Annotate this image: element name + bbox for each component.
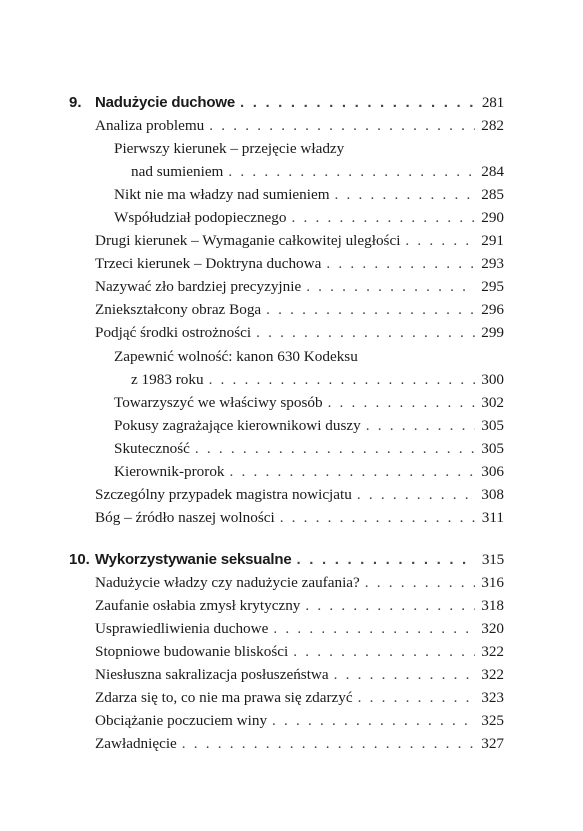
page-number: 318 [481, 597, 504, 614]
page-number: 282 [481, 117, 504, 134]
page-number: 311 [481, 509, 504, 526]
dot-leader [328, 391, 475, 414]
dot-leader [209, 114, 475, 137]
dot-leader [365, 571, 475, 594]
entry-title: Analiza problemu [95, 117, 205, 134]
page-number: 320 [481, 620, 504, 637]
page-number: 299 [481, 324, 504, 341]
entry-title: Zawładnięcie [95, 735, 177, 752]
toc-entry[interactable] [131, 368, 504, 391]
toc-entry[interactable] [95, 229, 504, 252]
entry-title: Usprawiedliwienia duchowe [95, 620, 269, 637]
page-number: 290 [481, 209, 504, 226]
page-number: 302 [481, 394, 504, 411]
dot-leader [357, 483, 475, 506]
toc-entry[interactable] [95, 298, 504, 321]
toc-entry[interactable] [95, 483, 504, 506]
entry-title: Bóg – źródło naszej wolności [95, 509, 275, 526]
entry-title: Kierownik-prorok [114, 463, 225, 480]
entry-title: Zaufanie osłabia zmysł krytyczny [95, 597, 301, 614]
entry-title: z 1983 roku [131, 371, 204, 388]
dot-leader [297, 548, 476, 571]
dot-leader [228, 160, 475, 183]
entry-title: Nadużycie władzy czy nadużycie zaufania? [95, 574, 360, 591]
entry-title: Nikt nie ma władzy nad sumieniem [114, 186, 330, 203]
chapter-number: 9. [69, 94, 82, 111]
page-number: 308 [481, 486, 504, 503]
toc-entry[interactable] [95, 732, 504, 755]
entry-title: Podjąć środki ostrożności [95, 324, 252, 341]
page-number: 305 [481, 440, 504, 457]
page-number: 284 [481, 163, 504, 180]
page-number: 300 [481, 371, 504, 388]
dot-leader [195, 437, 475, 460]
page-number: 281 [481, 94, 504, 111]
toc-entry[interactable] [95, 663, 504, 686]
toc-entry[interactable] [114, 414, 504, 437]
toc-entry[interactable] [95, 275, 504, 298]
entry-title: Obciążanie poczuciem winy [95, 712, 268, 729]
toc-entry[interactable] [95, 571, 504, 594]
page-number: 291 [481, 232, 504, 249]
dot-leader [358, 686, 475, 709]
entry-title: Trzeci kierunek – Doktryna duchowa [95, 255, 322, 272]
chapter-heading[interactable] [95, 548, 504, 571]
chapter-title: Nadużycie duchowe [95, 94, 235, 111]
dot-leader [306, 275, 475, 298]
toc-entry[interactable] [95, 114, 504, 137]
entry-title: nad sumieniem [131, 163, 224, 180]
dot-leader [240, 91, 475, 114]
dot-leader [209, 368, 475, 391]
toc-entry[interactable] [95, 594, 504, 617]
entry-title: Drugi kierunek – Wymaganie całkowitej uległości [95, 232, 401, 249]
dot-leader [293, 640, 475, 663]
entry-title: Stopniowe budowanie bliskości [95, 643, 289, 660]
dot-leader [334, 663, 475, 686]
dot-leader [405, 229, 475, 252]
toc-entry[interactable] [131, 160, 504, 183]
dot-leader [182, 732, 475, 755]
toc-entry[interactable] [95, 617, 504, 640]
entry-title: Współudział podopiecznego [114, 209, 287, 226]
toc-entry[interactable] [95, 506, 504, 529]
page-number: 322 [481, 643, 504, 660]
entry-title: Niesłuszna sakralizacja posłuszeństwa [95, 666, 329, 683]
toc-entry[interactable] [95, 321, 504, 344]
dot-leader [292, 206, 476, 229]
entry-title-line1: Zapewnić wolność: kanon 630 Kodeksu [114, 348, 358, 365]
dot-leader [273, 617, 475, 640]
toc-entry[interactable] [114, 460, 504, 483]
page-number: 316 [481, 574, 504, 591]
toc-entry[interactable] [114, 183, 504, 206]
chapter-number: 10. [69, 551, 90, 568]
entry-title: Pokusy zagrażające kierownikowi duszy [114, 417, 361, 434]
toc-entry[interactable] [95, 709, 504, 732]
dot-leader [326, 252, 475, 275]
page-number: 315 [481, 551, 504, 568]
page-number: 322 [481, 666, 504, 683]
page-number: 325 [481, 712, 504, 729]
toc-entry[interactable] [95, 252, 504, 275]
toc-entry[interactable] [95, 686, 504, 709]
toc-entry[interactable] [114, 437, 504, 460]
toc-entry[interactable] [114, 206, 504, 229]
entry-title: Zniekształcony obraz Boga [95, 301, 262, 318]
dot-leader [280, 506, 475, 529]
page-number: 327 [481, 735, 504, 752]
entry-title: Zdarza się to, co nie ma prawa się zdarzyć [95, 689, 353, 706]
dot-leader [305, 594, 475, 617]
dot-leader [256, 321, 475, 344]
page-number: 306 [481, 463, 504, 480]
page-number: 323 [481, 689, 504, 706]
dot-leader [335, 183, 475, 206]
dot-leader [230, 460, 475, 483]
entry-title: Skuteczność [114, 440, 190, 457]
entry-title: Nazywać zło bardziej precyzyjnie [95, 278, 302, 295]
toc-entry[interactable] [95, 640, 504, 663]
page-number: 295 [481, 278, 504, 295]
dot-leader [366, 414, 475, 437]
entry-title: Szczególny przypadek magistra nowicjatu [95, 486, 352, 503]
page-number: 305 [481, 417, 504, 434]
page-number: 296 [481, 301, 504, 318]
chapter-heading[interactable] [95, 91, 504, 114]
dot-leader [272, 709, 475, 732]
page-number: 285 [481, 186, 504, 203]
entry-title-line1: Pierwszy kierunek – przejęcie władzy [114, 140, 345, 157]
page-number: 293 [481, 255, 504, 272]
entry-title: Towarzyszyć we właściwy sposób [114, 394, 323, 411]
dot-leader [266, 298, 475, 321]
toc-entry[interactable] [114, 391, 504, 414]
chapter-title: Wykorzystywanie seksualne [95, 551, 292, 568]
